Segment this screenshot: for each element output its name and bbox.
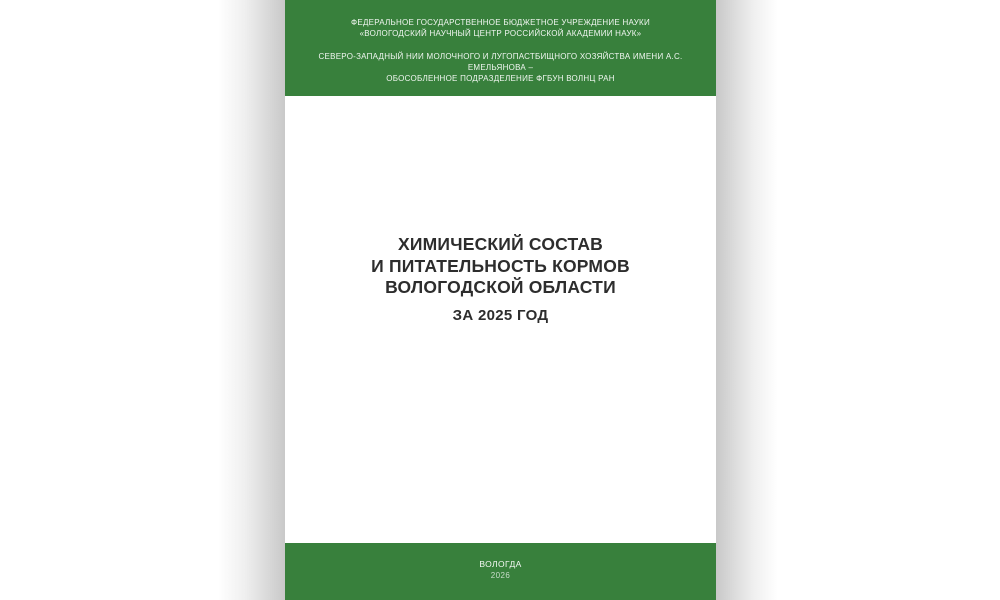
organization-name-line-1: ФЕДЕРАЛЬНОЕ ГОСУДАРСТВЕННОЕ БЮДЖЕТНОЕ УЧРЕЖДЕНИЕ НАУКИ (351, 18, 650, 27)
organization-name (295, 17, 706, 39)
footer-year: 2026 (490, 571, 511, 580)
institute-name-line-1: СЕВЕРО-ЗАПАДНЫЙ НИИ МОЛОЧНОГО И ЛУГОПАСТБИЩНОГО ХОЗЯЙСТВА ИМЕНИ А.С. ЕМЕЛЬЯНОВА – (318, 52, 683, 72)
cover-header-band (285, 0, 716, 96)
title-year-line: ЗА 2025 ГОД (452, 306, 549, 324)
book-cover-page (285, 0, 716, 600)
title-line-2: И ПИТАТЕЛЬНОСТЬ КОРМОВ (371, 255, 630, 276)
footer-city: ВОЛОГДА (479, 559, 522, 569)
cover-footer-band (285, 543, 716, 600)
page-edge-shadow-right (716, 0, 778, 600)
title-line-3: ВОЛОГОДСКОЙ ОБЛАСТИ (385, 277, 616, 297)
cover-title (285, 234, 716, 325)
institute-name (293, 51, 708, 84)
institute-name-line-2: ОБОСОБЛЕННОЕ ПОДРАЗДЕЛЕНИЕ ФГБУН ВОЛНЦ РАН (386, 74, 615, 83)
page-edge-shadow-left (218, 0, 285, 600)
organization-name-line-2: «ВОЛОГОДСКИЙ НАУЧНЫЙ ЦЕНТР РОССИЙСКОЙ АКАДЕМИИ НАУК» (359, 29, 642, 38)
title-line-1: ХИМИЧЕСКИЙ СОСТАВ (398, 234, 603, 254)
